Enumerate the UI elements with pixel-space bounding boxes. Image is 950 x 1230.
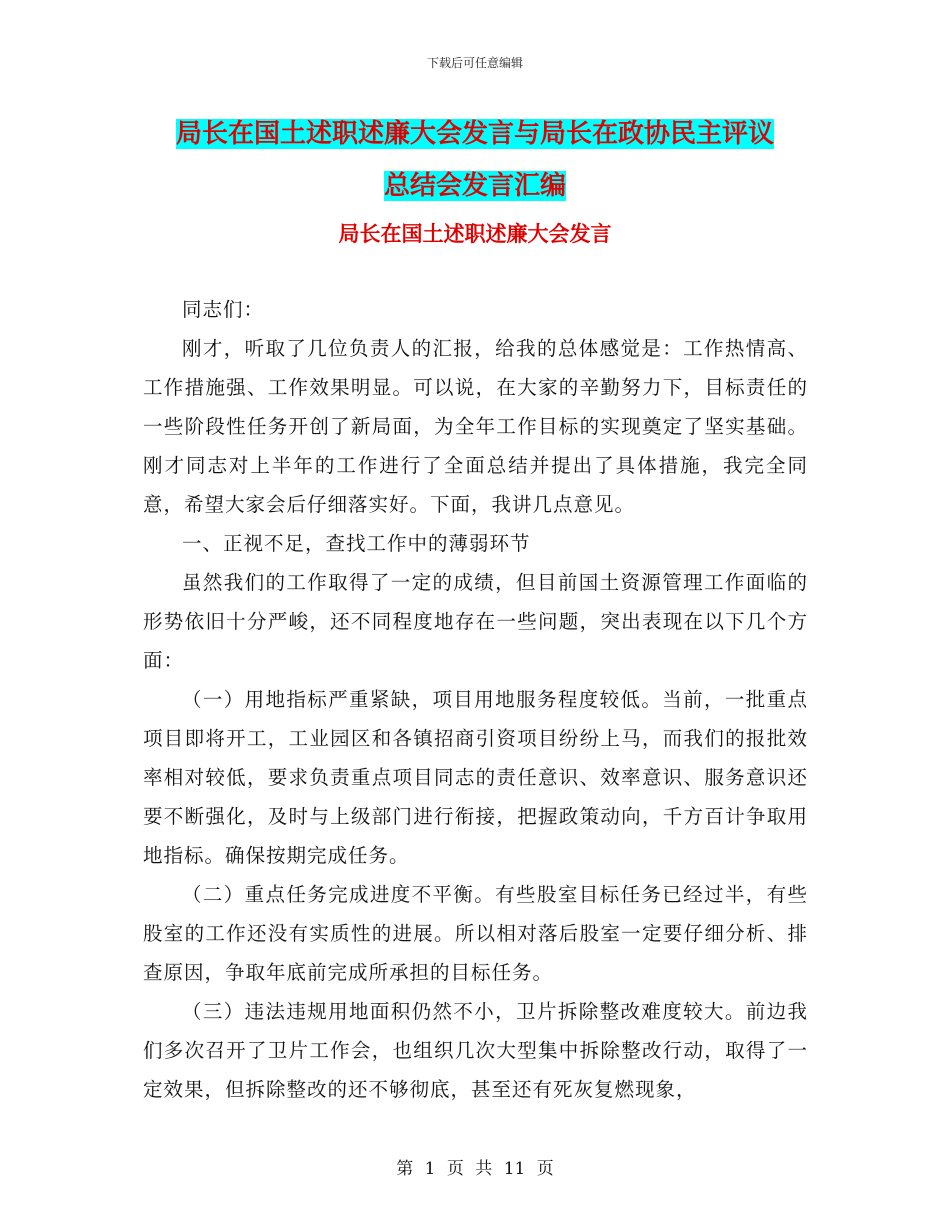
paragraph: （二）重点任务完成进度不平衡。有些股室目标任务已经过半，有些股室的工作还没有实质性的进展。所以相对落后股室一定要仔细分析、排查原因，争取年底前完成所承担的目标任务。 (143, 883, 808, 984)
paragraph: 同志们： (182, 298, 265, 321)
paragraph: （三）违法违规用地面积仍然不小，卫片拆除整改难度较大。前边我们多次召开了卫片工作会，也组织几次大型集中拆除整改行动，取得了一定效果，但拆除整改的还不够彻底，甚至还有死灰复燃现象， (143, 1000, 808, 1101)
paragraph: 虽然我们的工作取得了一定的成绩，但目前国土资源管理工作面临的形势依旧十分严峻，还不同程度地存在一些问题，突出表现在以下几个方面： (143, 571, 808, 672)
body-text (143, 290, 808, 1109)
paragraph: （一）用地指标严重紧缺，项目用地服务程度较低。当前，一批重点项目即将开工，工业园区和各镇招商引资项目纷纷上马，而我们的报批效率相对较低，要求负责重点项目同志的责任意识、效率意识、服务意识还要不断强化，及时与上级部门进行衔接，把握政策动向，千方百计争取用地指标。确保按期完成任务。 (143, 688, 808, 867)
page-footer: 第 1 页 共 11 页 (396, 1159, 554, 1179)
document-title (145, 108, 805, 212)
paragraph: 一、正视不足，查找工作中的薄弱环节 (182, 532, 531, 555)
section-title: 局长在国土述职述廉大会发言 (338, 222, 612, 246)
paragraph: 刚才，听取了几位负责人的汇报，给我的总体感觉是：工作热情高、工作措施强、工作效果明显。可以说，在大家的辛勤努力下，目标责任的一些阶段性任务开创了新局面，为全年工作目标的实现奠定了坚实基础。刚才同志对上半年的工作进行了全面总结并提出了具体措施，我完全同意，希望大家会后仔细落实好。下面，我讲几点意见。 (143, 337, 808, 516)
document-title-line-1: 局长在国土述职述廉大会发言与局长在政协民主评议 (175, 119, 774, 149)
header-note: 下载后可任意编辑 (426, 56, 523, 70)
document-title-line-2: 总结会发言汇编 (383, 171, 566, 201)
